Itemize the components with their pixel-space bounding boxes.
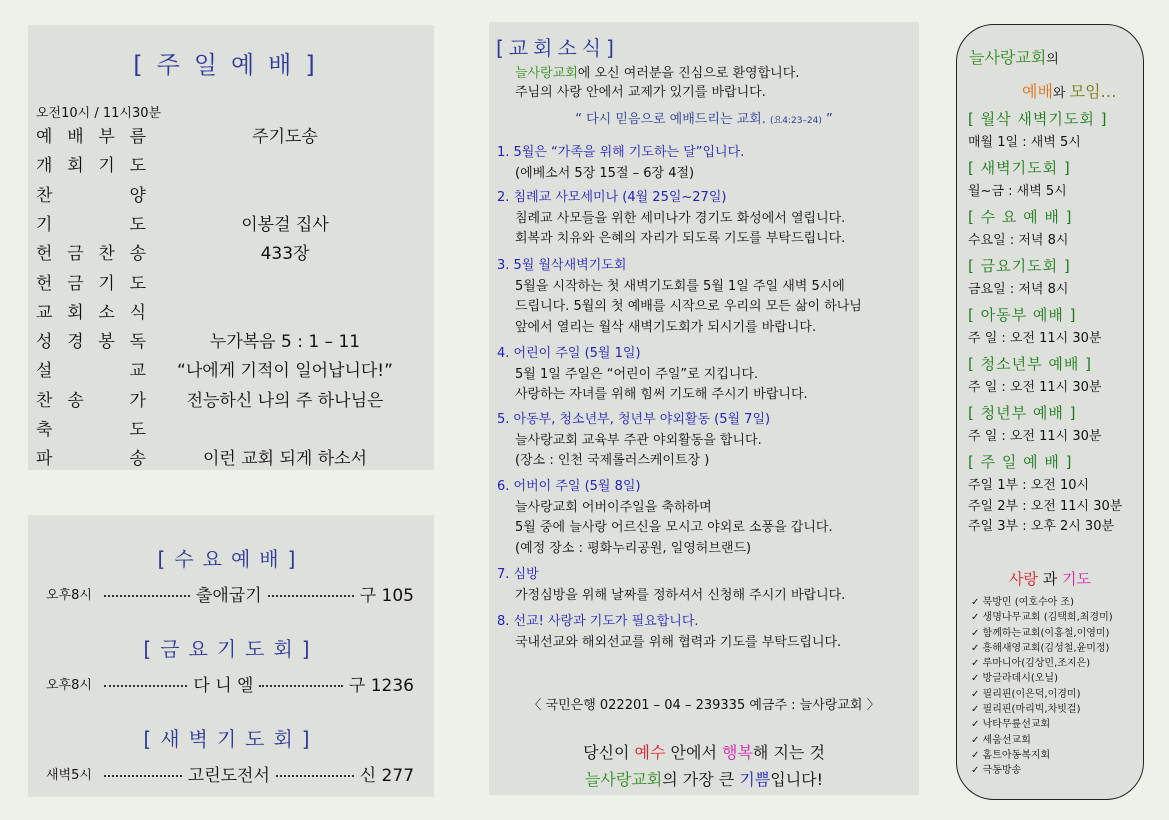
label-char: 설 bbox=[36, 361, 53, 382]
label-char: 소 bbox=[98, 302, 115, 323]
news-item-body: 늘사랑교회 어버이주일을 축하하며 5월 중에 늘사랑 어르신을 모시고 야외로 소풍을 갑니다. (예정 장소 : 평화누리공원, 일영허브랜드) bbox=[515, 499, 833, 556]
news-item-title: 3. 5월 월삭새벽기도회 bbox=[497, 258, 627, 273]
label-char: 양 bbox=[129, 185, 146, 206]
worship-order-label bbox=[36, 181, 146, 206]
closing-message bbox=[489, 739, 919, 793]
news-item-body: 침례교 사모들을 위한 세미나가 경기도 화성에서 열립니다. 회복과 치유와 은혜의 자리가 되도록 기도를 부탁드립니다. bbox=[515, 210, 846, 246]
news-item-body: 5월을 시작하는 첫 새벽기도회를 5월 1일 주일 새벽 5시에 드립니다. 5월의 첫 예배를 시작으로 우리의 모든 삶이 하나님 앞에서 열리는 월삭 새벽기도회가 되시기를 바랍니다. bbox=[515, 278, 862, 335]
news-item-title: 4. 어린이 주일 (5월 1일) bbox=[497, 346, 641, 361]
label-char bbox=[99, 415, 115, 440]
label-char: 름 bbox=[129, 127, 146, 147]
worship-order-value: 주기도송 bbox=[252, 127, 318, 147]
schedule-heading: [ 아동부 예배 ] bbox=[968, 306, 1077, 324]
schedule-time: 주일 1부 : 오전 10시 주일 2부 : 오전 11시 30분 주일 3부 : 오후 2시 30분 bbox=[968, 478, 1123, 534]
closing-joy: 기쁨 bbox=[739, 770, 771, 789]
news-item-body: 5월 1일 주일은 “어린이 주일”로 지킵니다. 사랑하는 자녀를 위해 힘써 기도해 주시기 바랍니다. bbox=[515, 366, 808, 402]
worship-order-value: 433장 bbox=[260, 244, 310, 265]
news-item-body: 가정심방을 위해 날짜를 정하셔서 신청해 주시기 바랍니다. bbox=[515, 587, 846, 603]
worship-order-label bbox=[36, 386, 146, 411]
sunday-worship-panel bbox=[28, 25, 434, 470]
label-char bbox=[67, 210, 83, 235]
service-text: 다 니 엘 bbox=[193, 676, 254, 696]
intro-church-name: 늘사랑교회 bbox=[515, 66, 578, 81]
service-heading: [수요예배] bbox=[157, 547, 305, 571]
label-char: 송 bbox=[129, 449, 146, 470]
sidebar-subtitle bbox=[1022, 79, 1117, 102]
service-heading: [금요기도회] bbox=[143, 637, 319, 661]
news-item bbox=[497, 344, 907, 406]
worship-order-value: 전능하신 나의 주 하나님은 bbox=[186, 390, 384, 411]
news-item-title: 1. 5월은 “가족을 위해 기도하는 달”입니다. bbox=[497, 145, 745, 160]
label-char: 교 bbox=[129, 361, 146, 382]
quote-end: ” bbox=[826, 112, 833, 127]
schedule-heading: [ 새벽기도회 ] bbox=[968, 159, 1071, 177]
bank-account: 〈 국민은행 022201 – 04 – 239335 예금주 : 늘사랑교회 〉 bbox=[528, 698, 880, 713]
news-item bbox=[497, 565, 907, 606]
worship-order-label bbox=[36, 415, 146, 440]
prayer-item: ✓ 극동방송 bbox=[971, 765, 1022, 777]
news-item-body: 국내선교와 해외선교를 위해 협력과 기도를 부탁드립니다. bbox=[515, 634, 842, 650]
quote-ref: (요4:23–24) bbox=[770, 116, 822, 126]
dotted-leader bbox=[104, 775, 182, 777]
worship-order-label bbox=[36, 269, 146, 294]
news-item-title: 5. 아동부, 청소년부, 청년부 야외활동 (5월 7일) bbox=[497, 412, 771, 427]
worship-order-row bbox=[36, 239, 426, 265]
schedule-time: 월~금 : 새벽 5시 bbox=[968, 184, 1067, 199]
label-char: 파 bbox=[36, 449, 53, 470]
news-item-title: 6. 어버이 주일 (5월 8일) bbox=[497, 479, 641, 494]
worship-order-row bbox=[36, 327, 426, 353]
worship-order-row bbox=[36, 356, 426, 382]
sidebar-church-name: 늘사랑교회 bbox=[969, 48, 1047, 67]
news-item bbox=[497, 188, 907, 250]
closing-text: 당신이 bbox=[583, 743, 635, 762]
label-char: 도 bbox=[129, 156, 146, 177]
label-char bbox=[99, 210, 115, 235]
service-heading: [새벽기도회] bbox=[143, 727, 319, 751]
label-char: 성 bbox=[36, 332, 53, 353]
worship-order-label bbox=[36, 122, 146, 147]
label-char: 회 bbox=[67, 302, 84, 323]
worship-order-value: 이런 교회 되게 하소서 bbox=[202, 449, 367, 470]
dotted-leader bbox=[268, 595, 354, 597]
dotted-leader bbox=[276, 775, 354, 777]
label-char: 경 bbox=[67, 332, 84, 353]
label-char: 기 bbox=[36, 214, 53, 235]
prayer-item: ✓ 세움선교회 bbox=[971, 734, 1031, 746]
service-time: 오후8시 bbox=[46, 678, 92, 693]
prayer-item: ✓ 홈트아동복지회 bbox=[971, 749, 1051, 761]
label-char bbox=[67, 415, 83, 440]
label-char bbox=[67, 181, 83, 206]
label-char: 회 bbox=[67, 156, 84, 177]
sunday-worship-heading: [주일예배] bbox=[133, 51, 329, 79]
schedule-heading: [ 수 요 예 배 ] bbox=[968, 208, 1073, 226]
worship-order-label bbox=[36, 298, 146, 323]
schedule-time: 수요일 : 저녁 8시 bbox=[968, 233, 1069, 248]
label-char: 가 bbox=[129, 390, 146, 411]
prayer-item: ✓ 생명나무교회 (김택희,최경미) bbox=[971, 612, 1113, 624]
sidebar-title bbox=[969, 45, 1059, 68]
schedule-time: 금요일 : 저녁 8시 bbox=[968, 282, 1069, 297]
schedule-heading: [ 금요기도회 ] bbox=[968, 257, 1071, 275]
label-char bbox=[67, 444, 83, 469]
label-char: 봉 bbox=[98, 332, 115, 353]
label-char: 찬 bbox=[98, 244, 115, 265]
schedule-time: 주 일 : 오전 11시 30분 bbox=[968, 331, 1102, 346]
label-char: 헌 bbox=[36, 244, 53, 265]
closing-church: 늘사랑교회 bbox=[584, 770, 663, 789]
prayer-prayer: 기도 bbox=[1062, 570, 1091, 588]
prayer-item: ✓ 북방민 (여호수아 조) bbox=[971, 597, 1074, 608]
label-char: 도 bbox=[129, 420, 146, 440]
closing-jesus: 예수 bbox=[634, 743, 666, 762]
schedule-time: 주 일 : 오전 11시 30분 bbox=[968, 380, 1102, 395]
worship-order-label bbox=[36, 239, 146, 264]
service-text: 고린도전서 bbox=[187, 766, 270, 786]
sunday-worship-time: 오전10시 / 11시30분 bbox=[36, 106, 162, 121]
worship-order-row bbox=[36, 444, 426, 470]
label-char: 축 bbox=[36, 420, 53, 440]
worship-order-row bbox=[36, 181, 426, 207]
label-char: 교 bbox=[36, 302, 53, 323]
label-char: 배 bbox=[67, 127, 84, 147]
label-char: 도 bbox=[129, 273, 146, 294]
worship-order-value: 누가복음 5 : 1 – 11 bbox=[209, 332, 361, 353]
dotted-leader bbox=[104, 685, 187, 687]
church-news-panel bbox=[489, 22, 919, 795]
prayer-item: ✓ 필리핀(이은덕,이경미) bbox=[971, 688, 1081, 700]
label-char: 송 bbox=[67, 390, 84, 411]
service-ref: 구 1236 bbox=[348, 676, 414, 696]
label-char: 식 bbox=[129, 302, 146, 323]
schedule-heading: [ 청소년부 예배 ] bbox=[968, 355, 1092, 373]
schedule-time: 주 일 : 오전 11시 30분 bbox=[968, 429, 1102, 444]
worship-order-value: 이봉걸 집사 bbox=[241, 214, 329, 235]
label-char: 금 bbox=[67, 273, 84, 294]
news-item-body: (에베소서 5장 15절 – 6장 4절) bbox=[515, 165, 695, 181]
news-intro bbox=[515, 64, 799, 102]
sidebar-title-suffix: 의 bbox=[1046, 52, 1059, 67]
prayer-item: ✓ 루마니아(김상민,조지은) bbox=[971, 658, 1091, 670]
label-char: 독 bbox=[129, 332, 146, 353]
closing-text: 해 지는 것 bbox=[752, 743, 825, 762]
quote-text: “ 다시 믿음으로 예배드리는 교회. bbox=[575, 112, 766, 127]
news-item bbox=[497, 143, 907, 184]
worship-order-label bbox=[36, 356, 146, 381]
label-char: 금 bbox=[67, 244, 84, 265]
closing-line1 bbox=[489, 739, 919, 766]
worship-order-row bbox=[36, 298, 426, 324]
label-char bbox=[99, 386, 115, 411]
news-item-title: 7. 심방 bbox=[497, 567, 539, 582]
label-char bbox=[67, 356, 83, 381]
worship-order-label bbox=[36, 327, 146, 352]
news-item bbox=[497, 410, 907, 472]
service-ref: 구 105 bbox=[359, 586, 414, 606]
sub-worship: 예배 bbox=[1022, 82, 1053, 101]
schedule-time: 매월 1일 : 새벽 5시 bbox=[968, 135, 1081, 150]
closing-happiness: 행복 bbox=[722, 743, 753, 762]
worship-order-label bbox=[36, 444, 146, 469]
label-char: 예 bbox=[36, 127, 53, 147]
news-quote bbox=[489, 108, 919, 127]
prayer-item: ✓ 함께하는교회(이홍철,이영미) bbox=[971, 627, 1110, 639]
intro-line2: 주님의 사랑 안에서 교제가 있기를 바랍니다. bbox=[515, 85, 766, 100]
label-char: 송 bbox=[129, 244, 146, 265]
worship-order-row bbox=[36, 210, 426, 236]
worship-order-value: “나에게 기적이 일어납니다!” bbox=[177, 361, 393, 382]
prayer-heading bbox=[957, 568, 1143, 589]
label-char: 개 bbox=[36, 156, 53, 177]
worship-order-label bbox=[36, 210, 146, 235]
news-item bbox=[497, 612, 907, 653]
closing-text: 의 가장 큰 bbox=[662, 770, 740, 789]
prayer-and: 과 bbox=[1037, 570, 1063, 588]
news-item bbox=[497, 256, 907, 338]
sub-and: 와 bbox=[1052, 86, 1070, 101]
news-item bbox=[497, 477, 907, 559]
schedule-sidebar bbox=[956, 24, 1144, 800]
label-char: 기 bbox=[98, 156, 115, 177]
worship-order-row bbox=[36, 415, 426, 441]
schedule-heading: [ 월삭 새벽기도회 ] bbox=[968, 110, 1108, 128]
church-news-heading: [교회소식] bbox=[496, 36, 619, 60]
label-char: 도 bbox=[129, 214, 146, 235]
label-char: 찬 bbox=[36, 185, 53, 206]
label-char: 기 bbox=[98, 273, 115, 294]
prayer-item: ✓ 방글라데시(오닐) bbox=[971, 673, 1058, 685]
closing-text: 안에서 bbox=[665, 743, 722, 762]
label-char bbox=[99, 356, 115, 381]
worship-order-row bbox=[36, 386, 426, 412]
news-item-title: 2. 침례교 사모세미나 (4월 25일~27일) bbox=[497, 190, 727, 205]
worship-order-row bbox=[36, 269, 426, 295]
prayer-item: ✓ 낙타무릎선교회 bbox=[971, 719, 1051, 731]
service-time: 새벽5시 bbox=[46, 768, 92, 783]
closing-text: 입니다! bbox=[770, 770, 824, 789]
schedule-heading: [ 주 일 예 배 ] bbox=[968, 453, 1073, 471]
prayer-list bbox=[971, 595, 1113, 779]
prayer-item: ✓ 필리핀(마리빅,차빗걸) bbox=[971, 704, 1081, 716]
label-char: 찬 bbox=[36, 390, 53, 411]
service-line bbox=[46, 581, 414, 606]
news-item-body: 늘사랑교회 교육부 주관 야외활동을 합니다. (장소 : 인천 국제롤러스케이트장 ) bbox=[515, 432, 762, 468]
services-panel bbox=[28, 515, 434, 797]
service-line bbox=[46, 761, 414, 786]
worship-order-row bbox=[36, 122, 426, 148]
schedule-heading: [ 청년부 예배 ] bbox=[968, 404, 1077, 422]
news-item-title: 8. 선교! 사랑과 기도가 필요합니다. bbox=[497, 614, 699, 629]
prayer-item: ✓ 흥해새영교회(김성철,윤미정) bbox=[971, 642, 1110, 654]
worship-order-row bbox=[36, 151, 426, 177]
worship-order-label bbox=[36, 151, 146, 176]
label-char: 부 bbox=[98, 127, 115, 147]
label-char: 헌 bbox=[36, 273, 53, 294]
sub-meeting: 모임… bbox=[1069, 82, 1117, 101]
dotted-leader bbox=[259, 685, 342, 687]
service-line bbox=[46, 671, 414, 696]
prayer-love: 사랑 bbox=[1009, 570, 1038, 588]
label-char bbox=[99, 181, 115, 206]
dotted-leader bbox=[104, 595, 190, 597]
intro-line1: 에 오신 여러분을 진심으로 환영합니다. bbox=[577, 66, 800, 81]
label-char bbox=[99, 444, 115, 469]
service-text: 출애굽기 bbox=[195, 586, 262, 606]
closing-line2 bbox=[489, 766, 919, 793]
service-ref: 신 277 bbox=[359, 766, 414, 786]
service-time: 오후8시 bbox=[46, 588, 92, 603]
